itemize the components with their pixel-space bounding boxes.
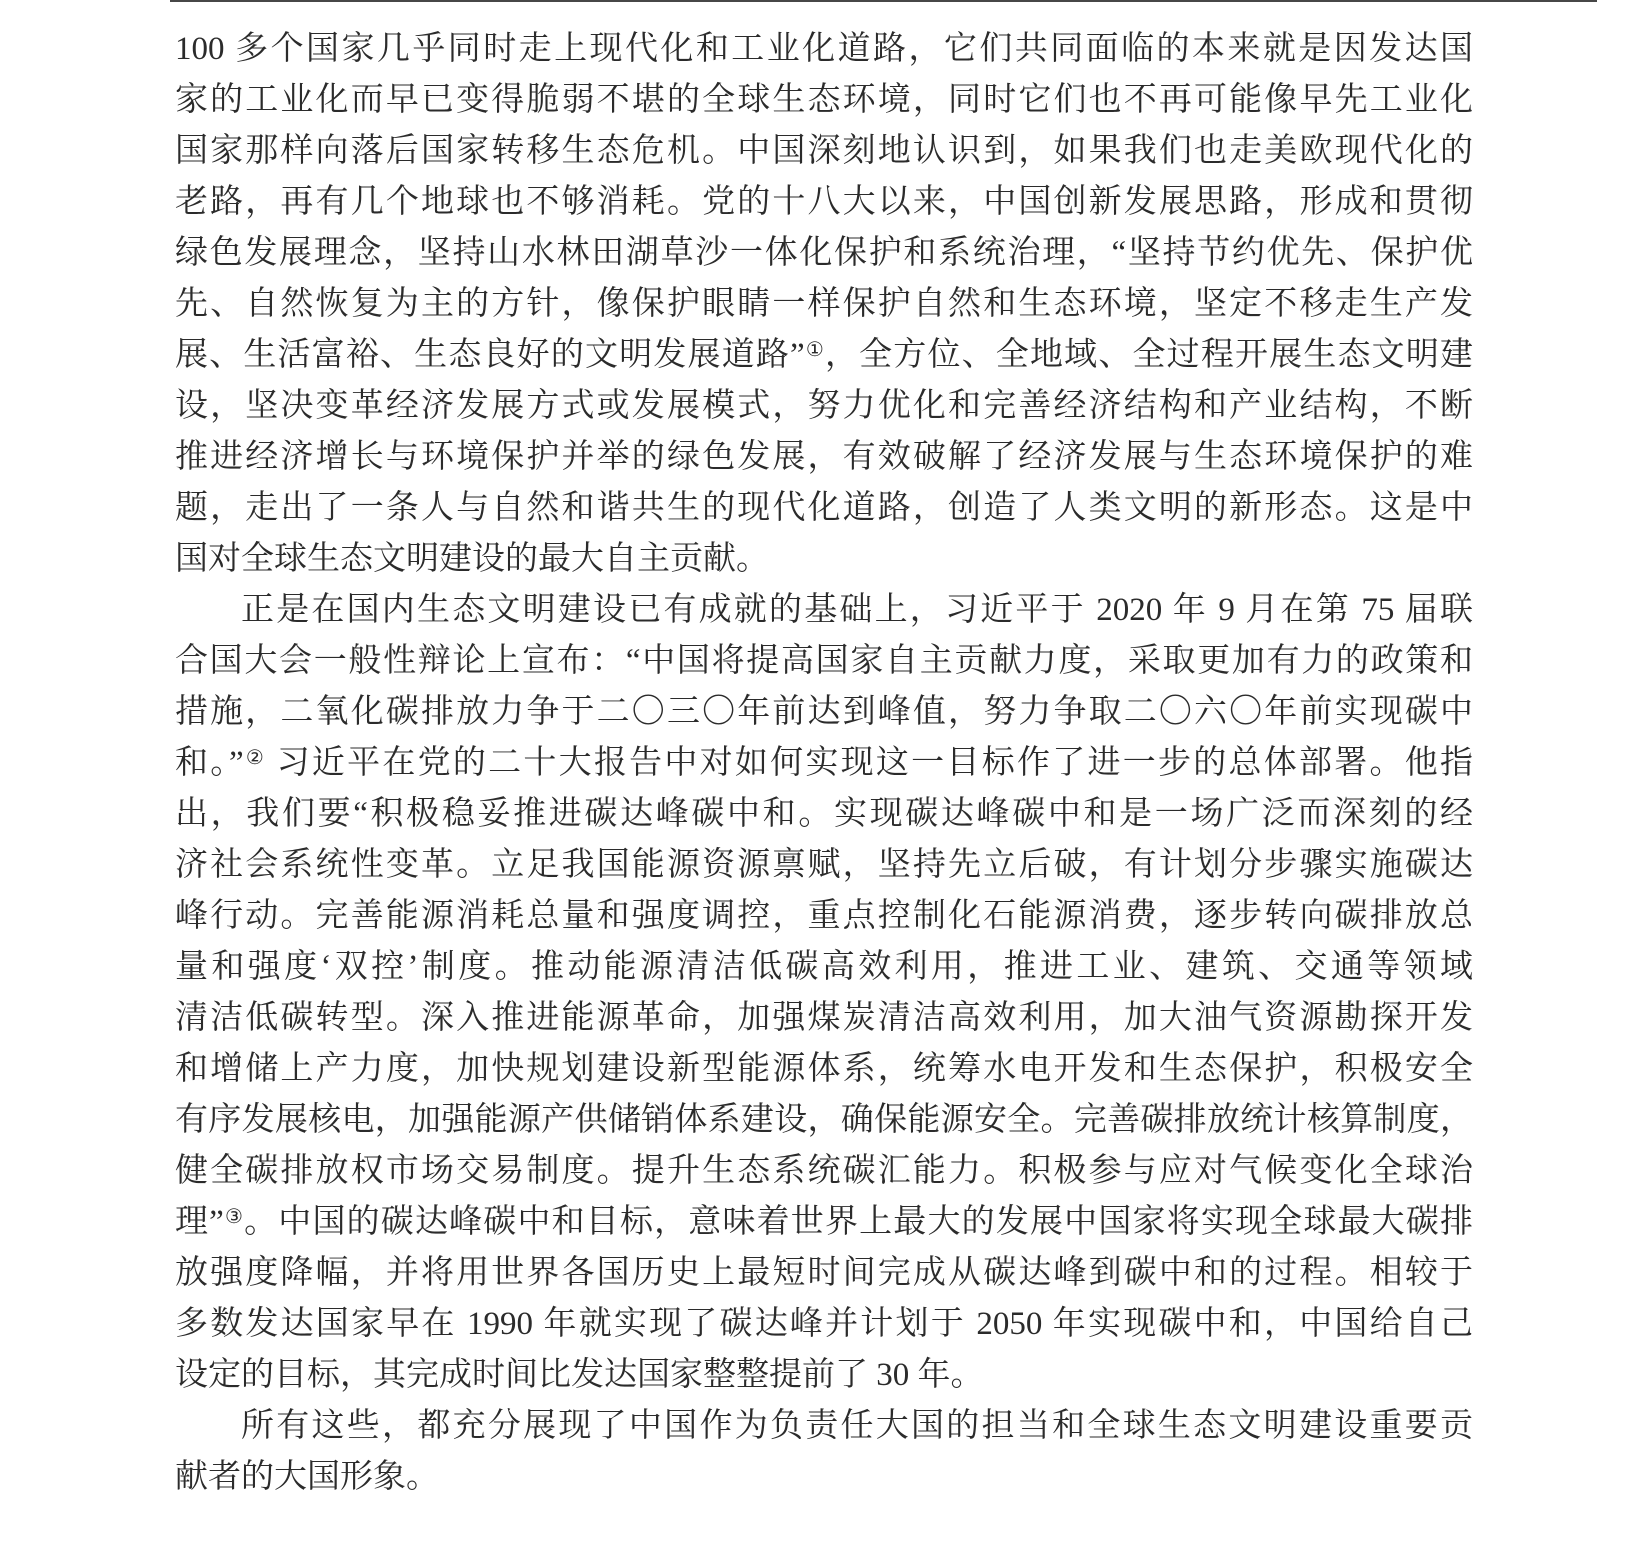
text-line: 和增储上产力度，加快规划建设新型能源体系，统筹水电开发和生态保护，积极安全 bbox=[175, 1051, 1473, 1087]
text-line: 国家那样向落后国家转移生态危机。中国深刻地认识到，如果我们也走美欧现代化的 bbox=[175, 133, 1473, 169]
text-line: 推进经济增长与环境保护并举的绿色发展，有效破解了经济发展与生态环境保护的难 bbox=[175, 439, 1473, 475]
text-line: 理”③。中国的碳达峰碳中和目标，意味着世界上最大的发展中国家将实现全球最大碳排 bbox=[175, 1204, 1473, 1240]
text-line: 量和强度‘双控’制度。推动能源清洁低碳高效利用，推进工业、建筑、交通等领域 bbox=[175, 949, 1473, 985]
text-line: 题，走出了一条人与自然和谐共生的现代化道路，创造了人类文明的新形态。这是中 bbox=[175, 490, 1473, 526]
text-line: 先、自然恢复为主的方针，像保护眼睛一样保护自然和生态环境，坚定不移走生产发 bbox=[175, 286, 1473, 322]
text-line: 清洁低碳转型。深入推进能源革命，加强煤炭清洁高效利用，加大油气资源勘探开发 bbox=[175, 1000, 1473, 1036]
footnote-marker: ③ bbox=[223, 1206, 245, 1228]
text-line: 放强度降幅，并将用世界各国历史上最短时间完成从碳达峰到碳中和的过程。相较于 bbox=[175, 1255, 1473, 1291]
paragraph bbox=[175, 585, 1473, 1401]
text-line: 献者的大国形象。 bbox=[175, 1459, 439, 1495]
text-line: 济社会系统性变革。立足我国能源资源禀赋，坚持先立后破，有计划分步骤实施碳达 bbox=[175, 847, 1473, 883]
text-line: 合国大会一般性辩论上宣布：“中国将提高国家自主贡献力度，采取更加有力的政策和 bbox=[175, 643, 1473, 679]
paragraph bbox=[175, 24, 1473, 585]
page-body-text bbox=[175, 24, 1473, 1503]
page-top-edge-rule bbox=[170, 0, 1597, 2]
footnote-marker: ① bbox=[804, 339, 825, 361]
text-line: 老路，再有几个地球也不够消耗。党的十八大以来，中国创新发展思路，形成和贯彻 bbox=[175, 184, 1473, 220]
text-line: 健全碳排放权市场交易制度。提升生态系统碳汇能力。积极参与应对气候变化全球治 bbox=[175, 1153, 1473, 1189]
text-line: 峰行动。完善能源消耗总量和强度调控，重点控制化石能源消费，逐步转向碳排放总 bbox=[175, 898, 1473, 934]
text-line: 所有这些，都充分展现了中国作为负责任大国的担当和全球生态文明建设重要贡 bbox=[241, 1408, 1473, 1444]
text-line: 设定的目标，其完成时间比发达国家整整提前了 30 年。 bbox=[175, 1357, 984, 1393]
footnote-marker: ② bbox=[243, 747, 267, 769]
text-line: 有序发展核电，加强能源产供储销体系建设，确保能源安全。完善碳排放统计核算制度， bbox=[175, 1102, 1473, 1138]
text-line: 绿色发展理念，坚持山水林田湖草沙一体化保护和系统治理，“坚持节约优先、保护优 bbox=[175, 235, 1473, 271]
paragraph bbox=[175, 1401, 1473, 1503]
text-line: 和。”② 习近平在党的二十大报告中对如何实现这一目标作了进一步的总体部署。他指 bbox=[175, 745, 1473, 781]
text-line: 措施，二氧化碳排放力争于二〇三〇年前达到峰值，努力争取二〇六〇年前实现碳中 bbox=[175, 694, 1473, 730]
text-line: 设，坚决变革经济发展方式或发展模式，努力优化和完善经济结构和产业结构，不断 bbox=[175, 388, 1473, 424]
text-line: 家的工业化而早已变得脆弱不堪的全球生态环境，同时它们也不再可能像早先工业化 bbox=[175, 82, 1473, 118]
text-line: 国对全球生态文明建设的最大自主贡献。 bbox=[175, 541, 769, 577]
text-line: 多数发达国家早在 1990 年就实现了碳达峰并计划于 2050 年实现碳中和，中国给自己 bbox=[175, 1306, 1473, 1342]
text-line: 展、生活富裕、生态良好的文明发展道路”①，全方位、全地域、全过程开展生态文明建 bbox=[175, 337, 1473, 373]
text-line: 出，我们要“积极稳妥推进碳达峰碳中和。实现碳达峰碳中和是一场广泛而深刻的经 bbox=[175, 796, 1473, 832]
text-line: 正是在国内生态文明建设已有成就的基础上，习近平于 2020 年 9 月在第 75 届联 bbox=[241, 592, 1473, 628]
text-line: 100 多个国家几乎同时走上现代化和工业化道路，它们共同面临的本来就是因发达国 bbox=[175, 31, 1473, 67]
